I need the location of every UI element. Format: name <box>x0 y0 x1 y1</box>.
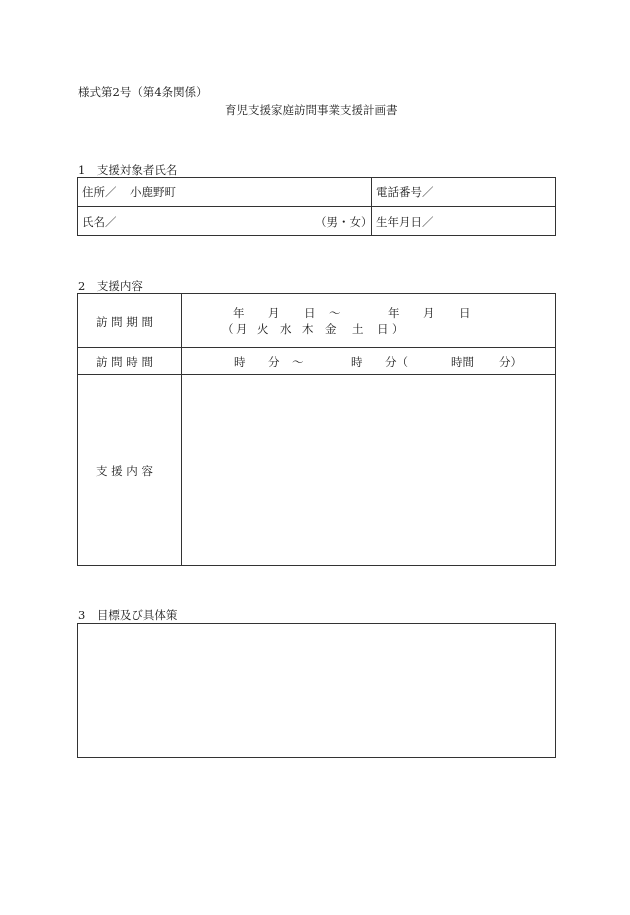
weekday-sat[interactable]: 土 <box>352 322 364 336</box>
section2-row-divider-2 <box>77 374 556 375</box>
period-month-start: 月 <box>268 306 280 320</box>
birthdate-label: 生年月日／ <box>376 215 434 229</box>
support-content-field[interactable] <box>183 376 554 564</box>
phone-label: 電話番号／ <box>376 185 434 199</box>
period-day-end: 日 <box>459 306 471 320</box>
weekday-tue[interactable]: 火 <box>257 322 269 336</box>
section2-row-divider-1 <box>77 347 556 348</box>
section1-heading: 1 支援対象者氏名 <box>78 163 178 177</box>
time-hour-start: 時 <box>234 355 246 369</box>
phone-field[interactable] <box>440 182 550 200</box>
section2-heading: 2 支援内容 <box>78 279 143 293</box>
section2-col-divider <box>181 293 182 566</box>
weekday-wed[interactable]: 水 <box>280 322 292 336</box>
time-minute-start: 分 <box>268 355 280 369</box>
address-field[interactable]: 小鹿野町 <box>130 185 176 199</box>
birthdate-field[interactable] <box>440 212 550 230</box>
visit-time-label: 訪 問 時 間 <box>96 355 153 369</box>
gender-select[interactable]: （男・女） <box>315 215 373 229</box>
weekday-thu[interactable]: 木 <box>302 322 314 336</box>
time-tilde: ～ <box>292 355 304 369</box>
name-field[interactable] <box>120 212 310 230</box>
visit-period-label: 訪 問 期 間 <box>96 315 153 329</box>
section3-heading: 3 目標及び具体策 <box>78 608 178 622</box>
period-year-end: 年 <box>388 306 400 320</box>
time-hour-end: 時 <box>351 355 363 369</box>
weekday-sun[interactable]: 日 <box>377 322 389 336</box>
period-year-start: 年 <box>233 306 245 320</box>
weekday-mon[interactable]: 月 <box>236 322 248 336</box>
section1-row-divider <box>77 206 556 207</box>
form-number: 様式第2号（第4条関係） <box>78 85 208 99</box>
address-label: 住所／ <box>82 185 117 199</box>
weekday-open-paren: （ <box>222 322 234 336</box>
page-title: 育児支援家庭訪問事業支援計画書 <box>225 103 398 117</box>
period-month-end: 月 <box>423 306 435 320</box>
weekday-close-paren: ） <box>392 322 404 336</box>
period-tilde: ～ <box>329 306 341 320</box>
time-minutes-duration: 分） <box>499 355 522 369</box>
name-label: 氏名／ <box>82 215 117 229</box>
time-minute-end: 分（ <box>385 355 408 369</box>
goals-field[interactable] <box>77 623 556 758</box>
weekday-fri[interactable]: 金 <box>325 322 337 336</box>
period-day-start: 日 <box>304 306 316 320</box>
time-hours-duration: 時間 <box>451 355 474 369</box>
support-content-label: 支 援 内 容 <box>96 464 153 478</box>
